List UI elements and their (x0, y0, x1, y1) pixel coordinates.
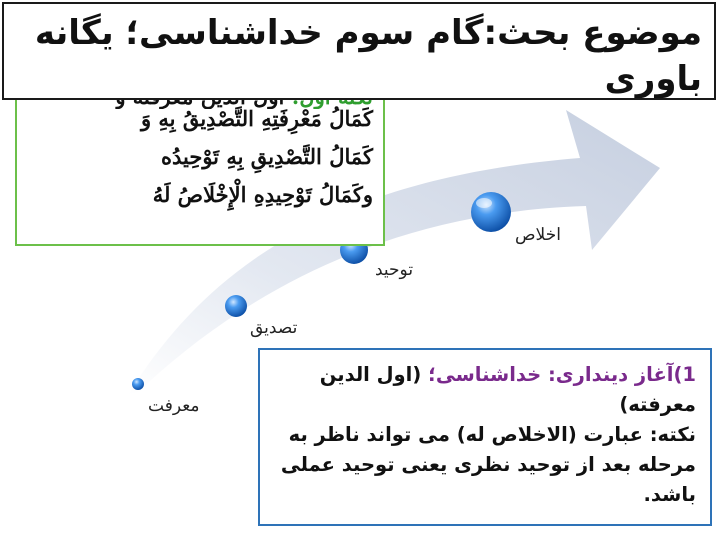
step-bullet-1 (132, 378, 144, 390)
step-label-4: اخلاص (515, 225, 561, 245)
title-box (2, 2, 716, 100)
hadith-line-2: كَمَالُ مَعْرِفَتِهِ التَّصْدِيقُ بِهِ وَ (140, 106, 373, 131)
note-text: عبارت (الاخلاص له) می تواند ناظر به مرحله بعد از توحید نظری یعنی توحید عملی باشد. (280, 423, 696, 506)
note-content (276, 360, 696, 510)
note-number: 1) (673, 363, 696, 386)
hadith-line-3: كَمَالُ التَّصْدِيقِ بِهِ تَوْحِيدُه (160, 144, 373, 169)
slide-title: موضوع بحث:گام سوم خداشناسی؛ یگانه باوری (34, 13, 702, 99)
note-heading-rest: (اول الدین معرفته) (319, 363, 696, 416)
note-label: نکته: (649, 423, 696, 446)
step-label-2: تصدیق (250, 318, 298, 338)
hadith-box (15, 80, 385, 246)
step-label-1: معرفت (148, 396, 200, 416)
step-bullet-2 (225, 295, 247, 317)
step-bullet-4 (471, 192, 511, 232)
hadith-line-4: وكَمَالُ تَوْحِيدِهِ الْإِخْلَاصُ لَهُ (152, 182, 373, 207)
step-label-3: توحید (375, 260, 414, 280)
note-box (258, 348, 712, 526)
hadith-lines (141, 100, 373, 214)
note-heading: آغاز دینداری: خداشناسی؛ (428, 363, 674, 386)
